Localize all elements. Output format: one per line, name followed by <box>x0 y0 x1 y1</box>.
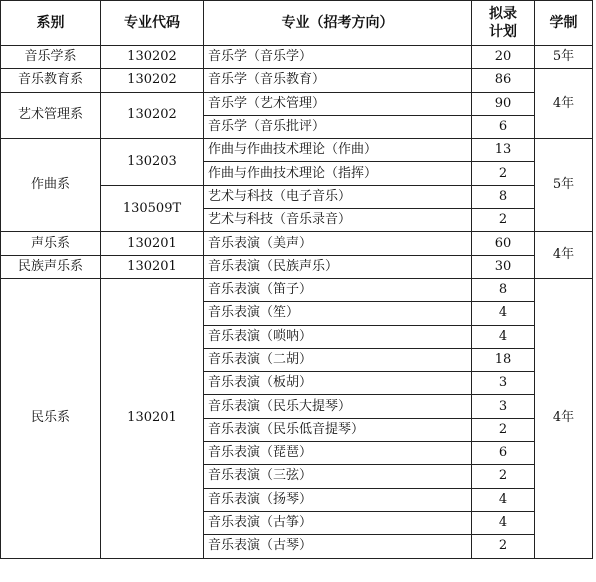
major-cell: 音乐表演（琵琶） <box>204 442 472 465</box>
years-cell: 5年 <box>535 46 593 69</box>
plan-cell: 20 <box>472 46 535 69</box>
code-cell: 130203 <box>101 139 204 186</box>
header-major: 专业（招考方向） <box>204 1 472 46</box>
header-dept: 系别 <box>1 1 101 46</box>
table-row <box>1 232 593 255</box>
major-cell: 作曲与作曲技术理论（指挥） <box>204 162 472 185</box>
plan-cell: 8 <box>472 185 535 208</box>
header-plan <box>472 1 535 46</box>
plan-cell: 2 <box>472 418 535 441</box>
code-cell: 130201 <box>101 255 204 278</box>
major-cell: 音乐表演（笙） <box>204 302 472 325</box>
plan-cell: 2 <box>472 162 535 185</box>
major-cell: 音乐表演（三弦） <box>204 465 472 488</box>
years-cell: 4年 <box>535 278 593 558</box>
table-row <box>1 278 593 301</box>
major-cell: 音乐表演（古筝） <box>204 511 472 534</box>
table-row <box>1 69 593 92</box>
major-cell: 音乐表演（笛子） <box>204 278 472 301</box>
major-cell: 音乐表演（民族声乐） <box>204 255 472 278</box>
table-row <box>1 139 593 162</box>
table-row <box>1 92 593 115</box>
plan-cell: 8 <box>472 278 535 301</box>
plan-cell: 2 <box>472 465 535 488</box>
code-cell: 130202 <box>101 92 204 139</box>
dept-cell: 音乐教育系 <box>1 69 101 92</box>
major-cell: 音乐表演（唢呐） <box>204 325 472 348</box>
major-cell: 艺术与科技（音乐录音） <box>204 209 472 232</box>
plan-cell: 60 <box>472 232 535 255</box>
major-cell: 音乐学（艺术管理） <box>204 92 472 115</box>
plan-cell: 30 <box>472 255 535 278</box>
plan-cell: 4 <box>472 302 535 325</box>
years-cell: 4年 <box>535 232 593 279</box>
header-plan-label: 拟录计划 <box>489 6 517 40</box>
plan-cell: 13 <box>472 139 535 162</box>
plan-cell: 2 <box>472 209 535 232</box>
major-cell: 音乐表演（二胡） <box>204 348 472 371</box>
major-cell: 音乐学（音乐教育） <box>204 69 472 92</box>
plan-cell: 3 <box>472 372 535 395</box>
code-cell: 130202 <box>101 69 204 92</box>
table-row <box>1 46 593 69</box>
code-cell: 130201 <box>101 232 204 255</box>
code-cell: 130509T <box>101 185 204 232</box>
years-cell: 4年 <box>535 69 593 139</box>
dept-cell: 民族声乐系 <box>1 255 101 278</box>
plan-cell: 4 <box>472 511 535 534</box>
major-cell: 作曲与作曲技术理论（作曲） <box>204 139 472 162</box>
major-cell: 艺术与科技（电子音乐） <box>204 185 472 208</box>
major-cell: 音乐学（音乐学） <box>204 46 472 69</box>
header-years: 学制 <box>535 1 593 46</box>
dept-cell: 民乐系 <box>1 278 101 558</box>
header-row <box>1 1 593 46</box>
major-cell: 音乐表演（板胡） <box>204 372 472 395</box>
major-cell: 音乐表演（扬琴） <box>204 488 472 511</box>
plan-cell: 3 <box>472 395 535 418</box>
plan-cell: 6 <box>472 442 535 465</box>
header-code: 专业代码 <box>101 1 204 46</box>
plan-cell: 4 <box>472 488 535 511</box>
dept-cell: 声乐系 <box>1 232 101 255</box>
major-cell: 音乐表演（美声） <box>204 232 472 255</box>
major-cell: 音乐表演（古琴） <box>204 535 472 558</box>
dept-cell: 音乐学系 <box>1 46 101 69</box>
plan-cell: 6 <box>472 115 535 138</box>
plan-cell: 86 <box>472 69 535 92</box>
dept-cell: 艺术管理系 <box>1 92 101 139</box>
years-cell: 5年 <box>535 139 593 232</box>
plan-cell: 90 <box>472 92 535 115</box>
code-cell: 130201 <box>101 278 204 558</box>
code-cell: 130202 <box>101 46 204 69</box>
major-cell: 音乐学（音乐批评） <box>204 115 472 138</box>
plan-cell: 18 <box>472 348 535 371</box>
major-cell: 音乐表演（民乐低音提琴） <box>204 418 472 441</box>
table-row <box>1 255 593 278</box>
plan-cell: 4 <box>472 325 535 348</box>
major-cell: 音乐表演（民乐大提琴） <box>204 395 472 418</box>
plan-cell: 2 <box>472 535 535 558</box>
dept-cell: 作曲系 <box>1 139 101 232</box>
